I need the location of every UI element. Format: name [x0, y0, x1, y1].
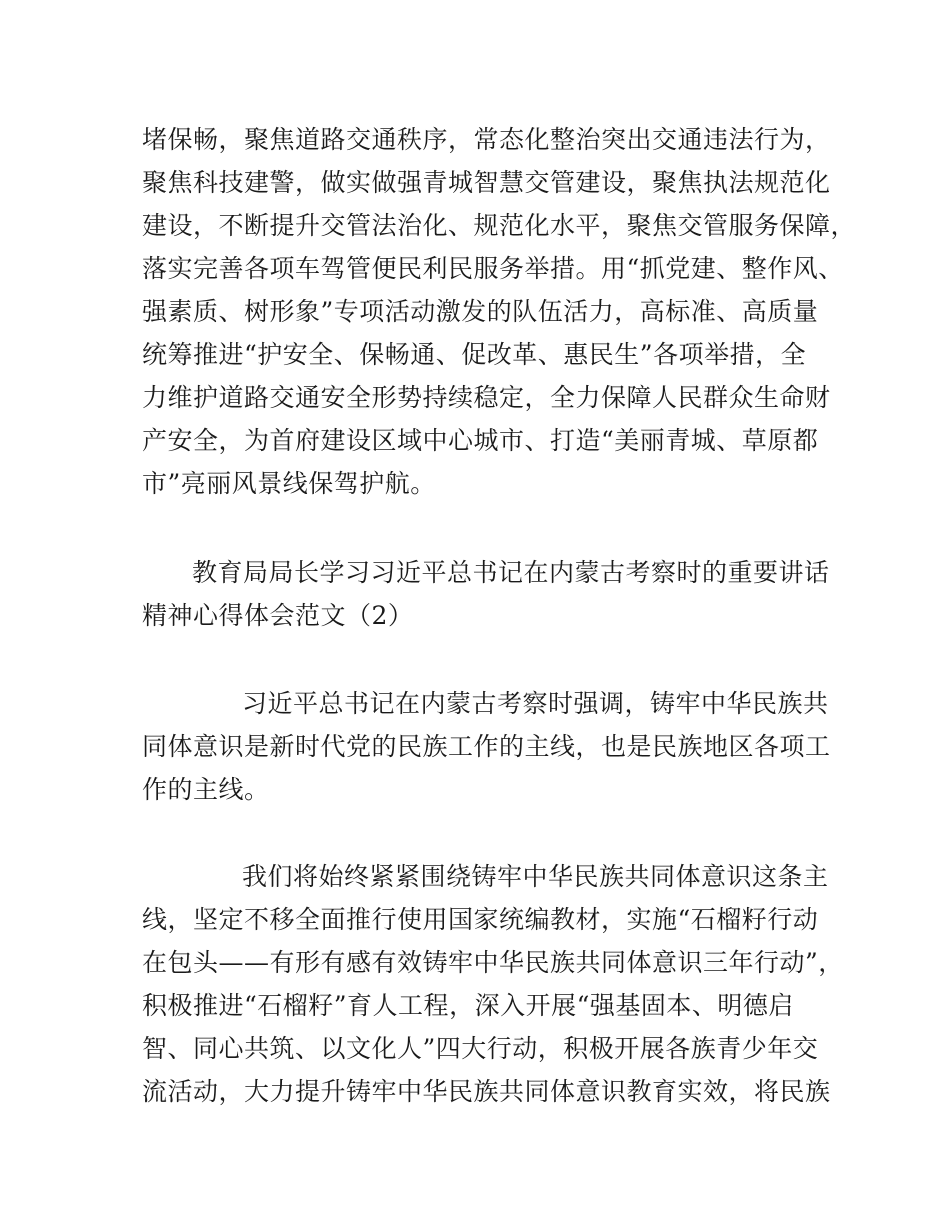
- text-line: 线，坚定不移全面推行使用国家统编教材，实施“石榴籽行动: [142, 905, 819, 934]
- text-line: 落实完善各项车驾管便民利民服务举措。用“抓党建、整作风、: [142, 254, 844, 283]
- text-line: 力维护道路交通安全形势持续稳定，全力保障人民群众生命财: [142, 383, 831, 412]
- title-line: 教育局局长学习习近平总书记在内蒙古考察时的重要讲话: [192, 558, 830, 587]
- text-line: 积极推进“石榴籽”育人工程，深入开展“强基固本、明德启: [142, 991, 794, 1020]
- text-line: 在包头——有形有感有效铸牢中华民族共同体意识三年行动”，: [142, 948, 844, 977]
- text-line: 产安全，为首府建设区域中心城市、打造“美丽青城、草原都: [142, 426, 819, 455]
- text-line: 习近平总书记在内蒙古考察时强调，铸牢中华民族共: [242, 689, 829, 718]
- text-line: 市”亮丽风景线保驾护航。: [142, 469, 436, 498]
- text-line: 作的主线。: [142, 775, 270, 804]
- text-line: 同体意识是新时代党的民族工作的主线，也是民族地区各项工: [142, 732, 831, 761]
- text-line: 聚焦科技建警，做实做强青城智慧交管建设，聚焦执法规范化: [142, 168, 831, 197]
- text-line: 智、同心共筑、以文化人”四大行动，积极开展各族青少年交: [142, 1034, 819, 1063]
- text-line: 流活动，大力提升铸牢中华民族共同体意识教育实效，将民族: [142, 1077, 831, 1106]
- text-line: 建设，不断提升交管法治化、规范化水平，聚焦交管服务保障，: [142, 211, 857, 240]
- text-line: 我们将始终紧紧围绕铸牢中华民族共同体意识这条主: [242, 862, 829, 891]
- text-line: 统筹推进“护安全、保畅通、促改革、惠民生”各项举措，全: [142, 340, 807, 369]
- text-line: 强素质、树形象”专项活动激发的队伍活力，高标准、高质量: [142, 297, 819, 326]
- text-line: 堵保畅，聚焦道路交通秩序，常态化整治突出交通违法行为，: [142, 125, 831, 154]
- title-line: 精神心得体会范文（2）: [142, 601, 414, 630]
